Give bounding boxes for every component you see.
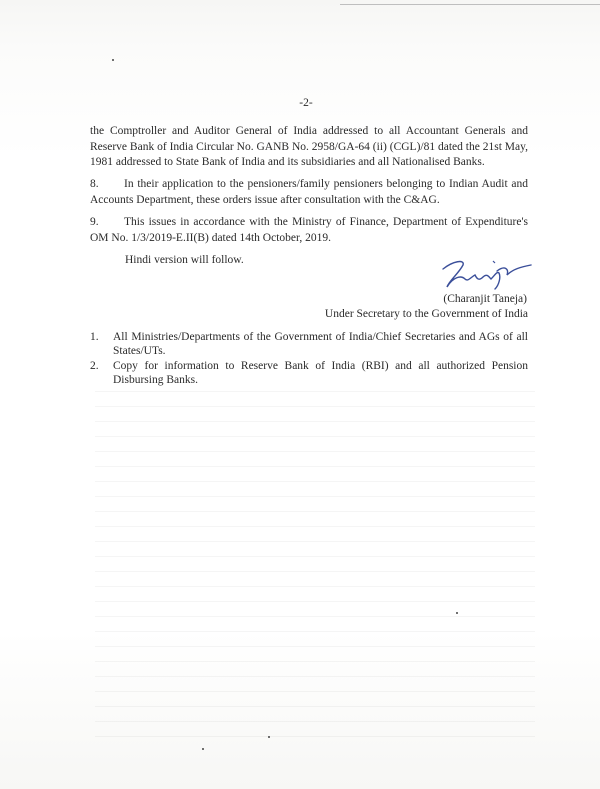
paragraph-number: 8. — [90, 178, 99, 190]
paragraph-text: the Comptroller and Auditor General of India addressed to all Accountant Generals and Reserve Bank of India Circular No. GANB No. 2958/GA-64 (ii) (CGL)/81 dated the 21st May, 1981 addressed to State Bank of India and its subsidiaries and all Nationalised Banks. — [90, 125, 528, 168]
list-item-text: Copy for information to Reserve Bank of India (RBI) and all authorized Pension Disbursing Banks. — [113, 360, 528, 386]
scan-speck — [112, 59, 114, 61]
distribution-list — [90, 331, 528, 389]
paragraph-8 — [90, 177, 528, 208]
scan-speck — [456, 612, 458, 614]
hindi-version-note: Hindi version will follow. — [125, 254, 244, 266]
scan-edge-line — [340, 4, 600, 5]
list-item — [90, 331, 528, 358]
list-item-number: 1. — [90, 331, 99, 343]
list-item-text: All Ministries/Departments of the Government of India/Chief Secretaries and AGs of all States/UTs. — [113, 331, 528, 357]
scan-speck — [268, 736, 270, 738]
reverse-side-bleed-through — [95, 380, 535, 740]
signatory-name: (Charanjit Taneja) — [443, 293, 527, 305]
paragraph-9 — [90, 215, 528, 246]
handwritten-signature — [435, 255, 535, 295]
paragraph-text: This issues in accordance with the Ministry of Finance, Department of Expenditure's OM No. 1/3/2019-E.II(B) dated 14th October, 2019. — [90, 216, 528, 244]
signatory-designation: Under Secretary to the Government of India — [324, 308, 528, 320]
list-item-number: 2. — [90, 360, 99, 372]
paragraph-text: In their application to the pensioners/family pensioners belonging to Indian Audit and Accounts Department, these orders issue after consultation with the C&AG. — [90, 178, 528, 206]
paragraph-number: 9. — [90, 216, 99, 228]
scan-speck — [202, 748, 204, 750]
paragraph-continuation — [90, 124, 528, 171]
page-number: -2- — [299, 97, 313, 109]
list-item — [90, 360, 528, 387]
